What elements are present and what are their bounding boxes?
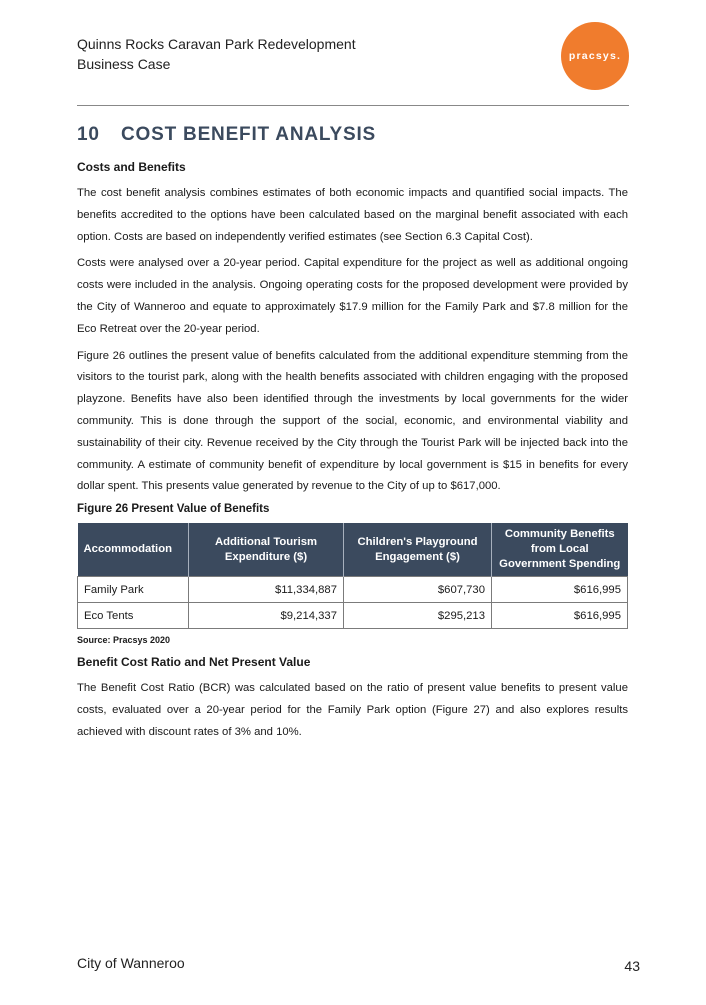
costs-benefits-heading: Costs and Benefits bbox=[77, 160, 186, 174]
page-header bbox=[77, 34, 637, 106]
header-playground-engagement: Children's Playground Engagement ($) bbox=[344, 523, 492, 577]
table-row bbox=[78, 603, 628, 629]
tourism-value: $9,214,337 bbox=[189, 603, 344, 629]
row-name: Family Park bbox=[78, 577, 189, 603]
table-header-row bbox=[78, 523, 628, 577]
paragraph: Costs were analysed over a 20-year period. Capital expenditure for the project as well as additional ongoing costs were included in the analysis. Ongoing operating costs for the proposed development were provided by the City of Wanneroo and equate to approximately $17.9 million for the Family Park and $7.8 million for the Eco Retreat over the 20-year period. bbox=[77, 257, 628, 335]
header-tourism-expenditure: Additional Tourism Expenditure ($) bbox=[189, 523, 344, 577]
document-subtitle: Business Case bbox=[77, 56, 171, 72]
tourism-value: $11,334,887 bbox=[189, 577, 344, 603]
playground-value: $295,213 bbox=[344, 603, 492, 629]
document-title: Quinns Rocks Caravan Park Redevelopment bbox=[77, 36, 356, 52]
community-value: $616,995 bbox=[492, 603, 628, 629]
section-heading bbox=[77, 124, 628, 146]
page-number: 43 bbox=[624, 958, 640, 974]
benefits-table bbox=[77, 523, 628, 629]
section-number: 10 bbox=[77, 124, 100, 145]
paragraph: The cost benefit analysis combines estimates of both economic impacts and quantified social impacts. The benefits accredited to the options have been calculated based on the marginal benefit associated with each option. Costs are based on independently verified estimates (see Section 6.3 Capital Cost). bbox=[77, 187, 628, 243]
table-source: Source: Pracsys 2020 bbox=[77, 635, 171, 646]
community-value: $616,995 bbox=[492, 577, 628, 603]
playground-value: $607,730 bbox=[344, 577, 492, 603]
row-name: Eco Tents bbox=[78, 603, 189, 629]
header-divider bbox=[77, 105, 629, 106]
footer-organization: City of Wanneroo bbox=[77, 955, 185, 971]
bcr-heading: Benefit Cost Ratio and Net Present Value bbox=[77, 655, 311, 670]
header-community-benefits: Community Benefits from Local Government Spending bbox=[492, 523, 628, 577]
figure-caption: Figure 26 Present Value of Benefits bbox=[77, 503, 270, 516]
pracsys-logo: pracsys. bbox=[561, 22, 629, 90]
paragraph: Figure 26 outlines the present value of benefits calculated from the additional expenditure stemming from the visitors to the tourist park, along with the health benefits associated with children engaging with the proposed playzone. Benefits have also been identified through the investments by local governments for the wider community. This is done through the support of the social, economic, and environmental viability and sustainability of their city. Revenue received by the City through the Tourist Park will be injected back into the community. A estimate of community benefit of expenditure by local government is $15 in benefits for every dollar spent. This presents value generated by revenue to the City of up to $617,000. bbox=[77, 349, 628, 493]
table-row bbox=[78, 577, 628, 603]
page-content bbox=[77, 124, 628, 749]
paragraph: The Benefit Cost Ratio (BCR) was calculated based on the ratio of present value benefits to present value costs, evaluated over a 20-year period for the Family Park option (Figure 27) and also explores results achieved with discount rates of 3% and 10%. bbox=[77, 682, 628, 738]
section-title: COST BENEFIT ANALYSIS bbox=[121, 124, 377, 145]
header-accommodation: Accommodation bbox=[78, 523, 189, 577]
